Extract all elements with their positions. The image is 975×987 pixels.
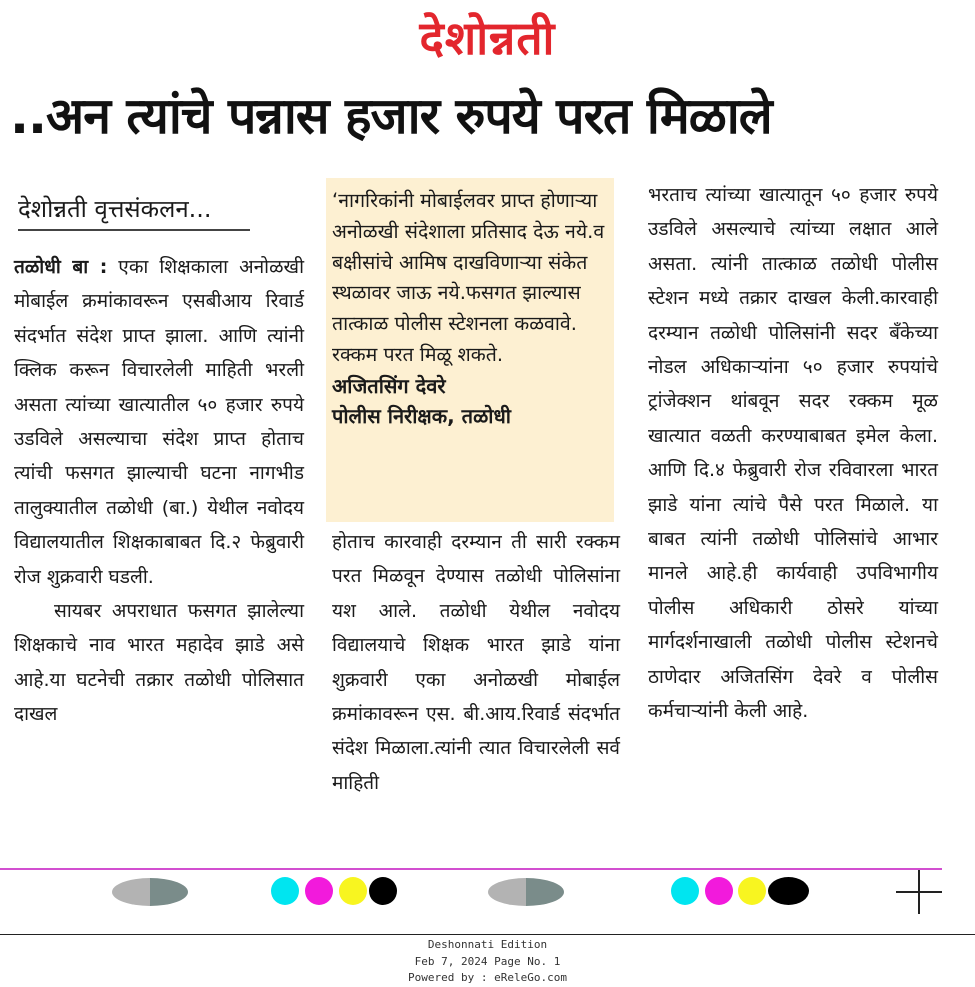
edition-footer xyxy=(0,937,975,987)
newspaper-masthead: देशोन्नती xyxy=(419,11,556,65)
magenta-swatch-2 xyxy=(705,877,733,905)
column-2-text: होताच कारवाही दरम्यान ती सारी रक्कम परत मिळवून देण्यास तळोधी पोलिसांना यश आले. तळोधी येथील नवोदय विद्यालयाचे शिक्षक भारत झाडे यांना शुक्रवारी एका अनोळखी मोबाईल क्रमांकावरून एस. बी.आय.रिवार्ड संदर्भात संदेश मिळाला.त्यांनी त्यात विचारलेली सर्व माहिती xyxy=(332,531,620,794)
edition-name: Deshonnati Edition xyxy=(427,938,548,951)
crop-mark-icon-vertical xyxy=(918,870,920,914)
pull-quote-text: ‘नागरिकांनी मोबाईलवर प्राप्त होणाऱ्या अनोळखी संदेशाला प्रतिसाद देऊ नये.व बक्षीसांचे आमिष दाखविणाऱ्या संकेत स्थळावर जाऊ नये.फसगत झाल्यास तात्काळ पोलीस स्टेशनला कळवावे. रक्कम परत मिळू शकते. xyxy=(332,189,605,366)
edition-date-page: Feb 7, 2024 Page No. 1 xyxy=(414,954,561,968)
gray-balance-mark-right xyxy=(488,878,564,906)
lead-paragraph-text: एका शिक्षकाला अनोळखी मोबाईल क्रमांकावरून एसबीआय रिवार्ड संदर्भात संदेश प्राप्त झाला. आणि त्यांनी क्लिक करून विचारलेली माहिती भरली असता त्यांच्या खात्यातील ५० हजार रुपये उडविले असल्याचा संदेश प्राप्त होताच त्यांची फसगत झाल्याची घटना नागभीड तालुक्यातील तळोधी (बा.) येथील नवोदय विद्यालयातील शिक्षकाबाबत दि.२ फेब्रुवारी रोज शुक्रवारी घडली. xyxy=(14,256,304,588)
article-column-1 xyxy=(14,250,304,732)
cyan-swatch xyxy=(271,877,299,905)
second-paragraph: सायबर अपराधात फसगत झालेल्या शिक्षकाचे नाव भारत महादेव झाडे असे आहे.या घटनेची तक्रार तळोधी पोलिसात दाखल xyxy=(14,600,304,726)
magenta-swatch xyxy=(305,877,333,905)
lead-paragraph xyxy=(14,250,304,594)
print-registration-line xyxy=(0,868,942,870)
dateline-place: तळोधी बा : xyxy=(14,256,108,278)
footer-divider xyxy=(0,934,975,935)
powered-by-link[interactable]: Powered by : eReleGo.com xyxy=(408,971,567,984)
yellow-swatch-2 xyxy=(738,877,766,905)
yellow-swatch xyxy=(339,877,367,905)
black-swatch xyxy=(369,877,397,905)
column-3-text: भरताच त्यांच्या खात्यातून ५० हजार रुपये उडविले असल्याचे त्यांच्या लक्षात आले असता. त्यांनी तात्काळ तळोधी पोलीस स्टेशन मध्ये तक्रार दाखल केली.कारवाही दरम्यान तळोधी पोलिसांनी सदर बँकेच्या नोडल अधिकाऱ्यांना ५० हजार रुपयांचे ट्रांजेक्शन थांबवून सदर रक्कम मूळ खात्यात वळती करण्याबाबत इमेल केला. आणि दि.४ फेब्रुवारी रोज रविवारला भारत झाडे यांना त्यांचे पैसे परत मिळाले. या बाबत त्यांनी तळोधी पोलिसांचे आभार मानले आहे.ही कार्यवाही उपविभागीय पोलीस अधिकारी ठोसरे यांच्या मार्गदर्शनाखाली तळोधी पोलीस स्टेशनचे ठाणेदार अजितसिंग देवरे व पोलीस कर्मचाऱ्यांनी केली आहे. xyxy=(648,184,938,723)
article-byline: देशोन्नती वृत्तसंकलन... xyxy=(18,192,250,231)
gray-balance-mark-left xyxy=(112,878,188,906)
article-column-3 xyxy=(648,178,938,729)
cyan-swatch-2 xyxy=(671,877,699,905)
article-headline: ..अन त्यांचे पन्नास हजार रुपये परत मिळाले xyxy=(10,87,772,145)
pull-quote-name: अजितसिंग देवरे xyxy=(332,373,446,398)
black-swatch-2 xyxy=(768,877,809,905)
pull-quote-designation: पोलीस निरीक्षक, तळोधी xyxy=(332,403,511,428)
article-column-2 xyxy=(332,525,620,800)
pull-quote-box xyxy=(326,178,614,522)
